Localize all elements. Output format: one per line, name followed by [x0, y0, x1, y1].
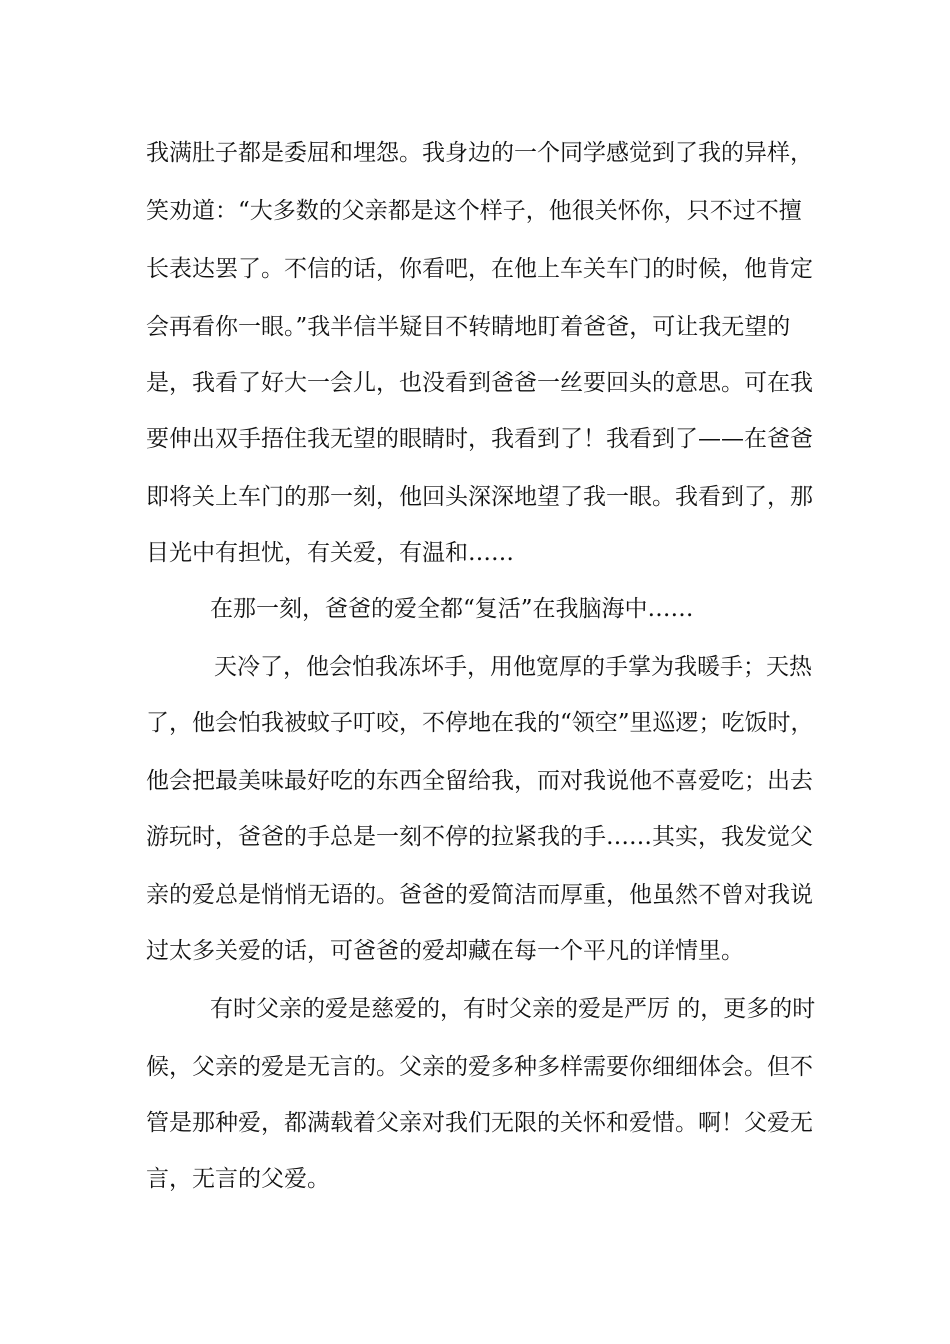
text-line: 候，父亲的爱是无言的。父亲的爱多种多样需要你细细体会。但不 — [146, 1054, 813, 1080]
text-line: 笑劝道：“大多数的父亲都是这个样子，他很关怀你，只不过不擅 — [146, 198, 802, 224]
text-line: 目光中有担忧，有关爱，有温和…… — [146, 540, 514, 566]
text-line: 言，无言的父爱。 — [146, 1166, 330, 1192]
text-line: 要伸出双手捂住我无望的眼睛时，我看到了！我看到了——在爸爸 — [146, 426, 813, 452]
text-line: 在那一刻，爸爸的爱全都“复活”在我脑海中…… — [210, 596, 694, 622]
text-line: 长表达罢了。不信的话，你看吧，在他上车关车门的时候，他肯定 — [146, 256, 813, 282]
text-line: 管是那种爱，都满载着父亲对我们无限的关怀和爱惜。啊！父爱无 — [146, 1110, 813, 1136]
text-line: 了，他会怕我被蚊子叮咬，不停地在我的“领空”里巡逻；吃饭时， — [146, 710, 814, 736]
text-line: 亲的爱总是悄悄无语的。爸爸的爱简洁而厚重，他虽然不曾对我说 — [146, 882, 813, 908]
text-line: 游玩时，爸爸的手总是一刻不停的拉紧我的手……其实，我发觉父 — [146, 824, 813, 850]
text-line: 他会把最美味最好吃的东西全留给我，而对我说他不喜爱吃；出去 — [146, 768, 813, 794]
text-line: 有时父亲的爱是慈爱的，有时父亲的爱是严厉 的，更多的时 — [210, 996, 816, 1022]
text-line: 即将关上车门的那一刻，他回头深深地望了我一眼。我看到了，那 — [146, 484, 813, 510]
text-line: 会再看你一眼。”我半信半疑目不转睛地盯着爸爸，可让我无望的 — [146, 314, 791, 340]
text-line: 是，我看了好大一会儿，也没看到爸爸一丝要回头的意思。可在我 — [146, 370, 813, 396]
text-line: 过太多关爱的话，可爸爸的爱却藏在每一个平凡的详情里。 — [146, 938, 744, 964]
text-line: 天冷了，他会怕我冻坏手，用他宽厚的手掌为我暖手；天热 — [214, 654, 812, 680]
text-line: 我满肚子都是委屈和埋怨。我身边的一个同学感觉到了我的异样， — [146, 140, 813, 166]
